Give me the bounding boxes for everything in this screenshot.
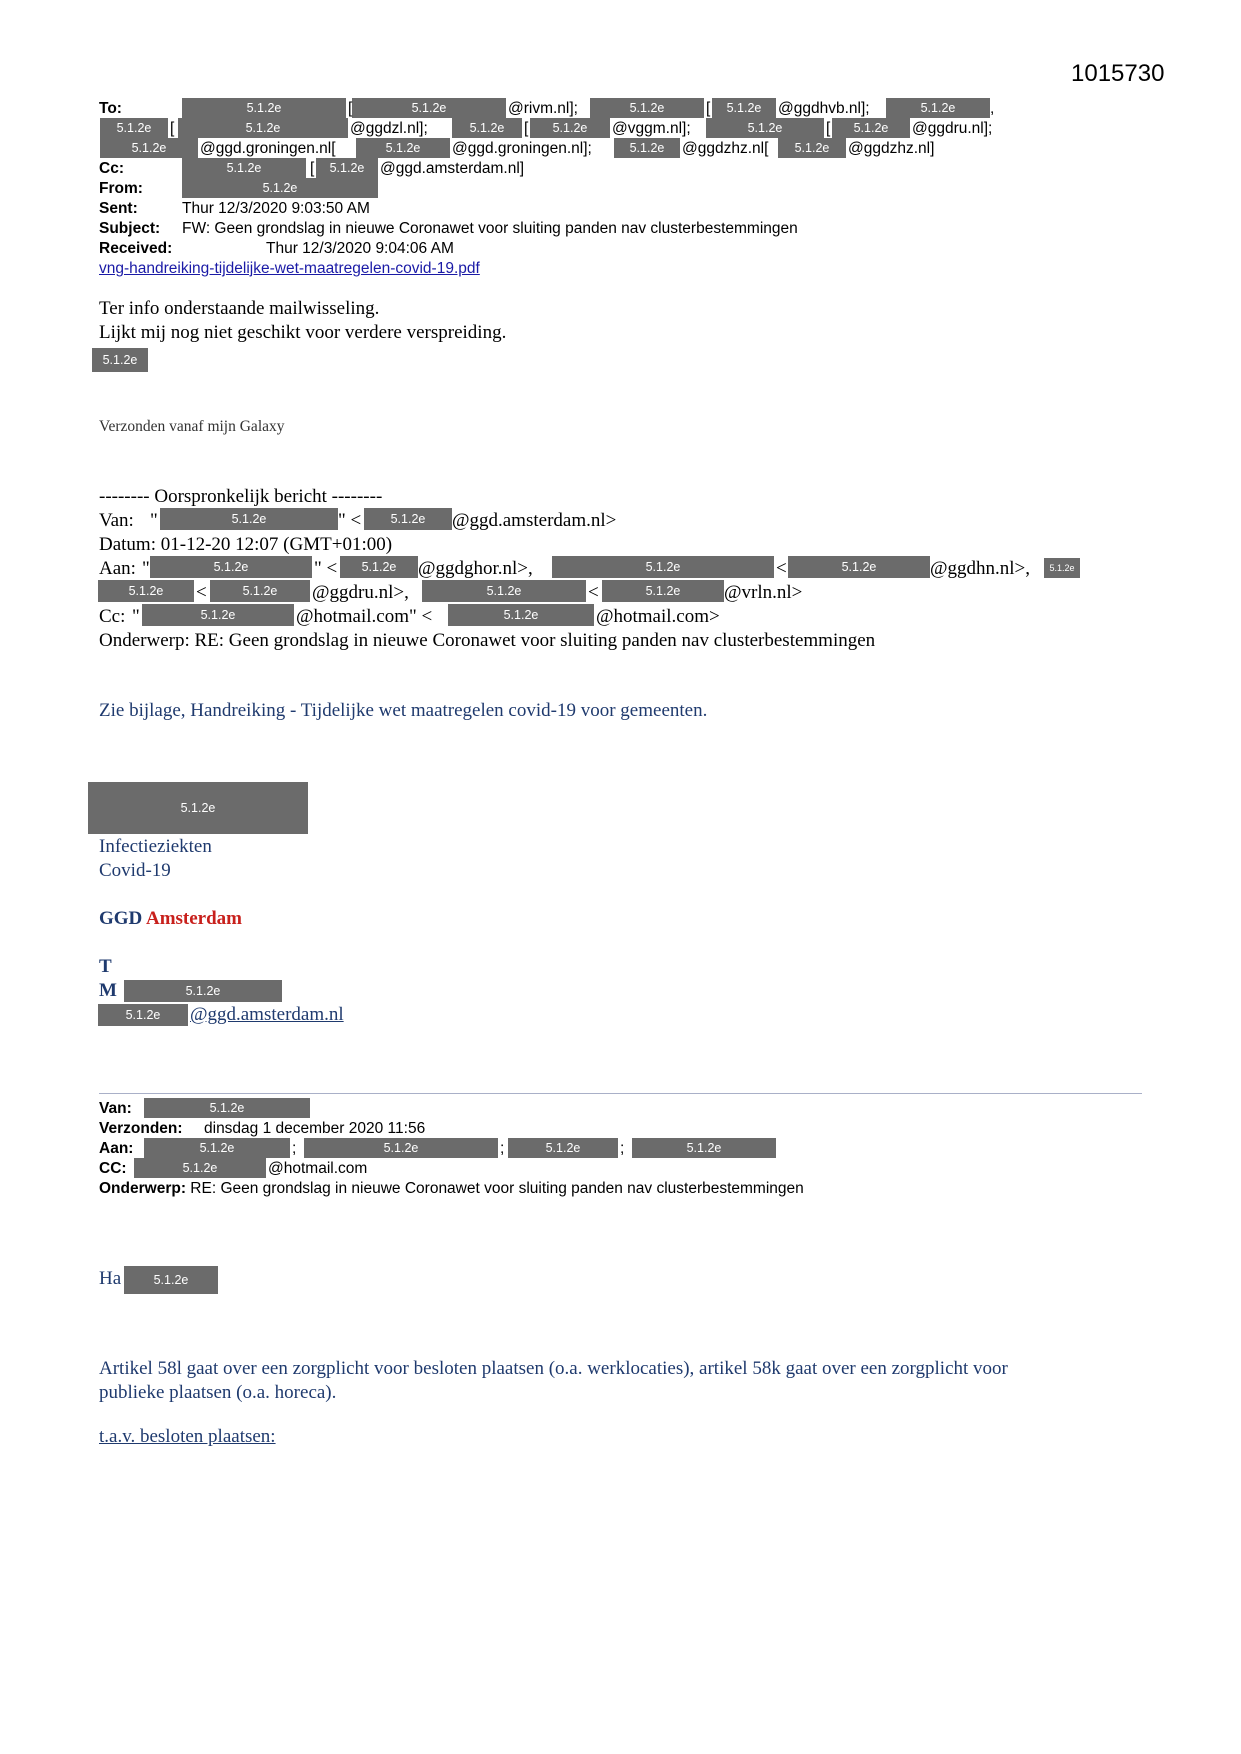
address-fragment: @ggdhvb.nl]; [778, 100, 870, 117]
address-fragment: " [132, 606, 140, 627]
address-fragment: ; [620, 1140, 625, 1157]
org-city: Amsterdam [145, 908, 243, 929]
address-fragment: " < [338, 510, 362, 531]
redaction-box: 5.1.2e [712, 98, 776, 118]
address-fragment: [ [310, 160, 315, 177]
r2-verzonden-value: dinsdag 1 december 2020 11:56 [204, 1120, 426, 1137]
redaction-box: 5.1.2e [706, 118, 824, 138]
redaction-box: 5.1.2e [182, 178, 378, 198]
orig-cc-label: Cc: [99, 606, 126, 627]
redaction-box: 5.1.2e [340, 556, 418, 578]
redaction-box: 5.1.2e [160, 508, 338, 530]
r2-cc-label: CC: [99, 1160, 127, 1177]
attachment-link[interactable]: vng-handreiking-tijdelijke-wet-maatregelen-covid-19.pdf [99, 260, 480, 277]
r2-greeting: Ha [99, 1268, 122, 1289]
subject-label: Subject: [99, 220, 161, 237]
address-fragment: @vrln.nl> [724, 582, 803, 603]
intro-line-1: Ter info onderstaande mailwisseling. [99, 298, 380, 319]
r2-van-label: Van: [99, 1100, 132, 1117]
redaction-box: 5.1.2e [178, 118, 348, 138]
address-fragment: @ggdru.nl>, [312, 582, 409, 603]
address-fragment: [ [826, 120, 831, 137]
phone-m-label: M [99, 980, 117, 1001]
intro-line-2: Lijkt mij nog niet geschikt voor verdere verspreiding. [99, 322, 507, 343]
subject-value: FW: Geen grondslag in nieuwe Coronawet voor sluiting panden nav clusterbestemmingen [182, 220, 798, 237]
address-fragment: [ [348, 100, 353, 117]
mobile-signature-note: Verzonden vanaf mijn Galaxy [99, 418, 285, 435]
dept-line-1: Infectieziekten [99, 836, 212, 857]
redaction-box: 5.1.2e [88, 782, 308, 834]
received-label: Received: [99, 240, 173, 257]
r2-cc-suffix: @hotmail.com [268, 1160, 368, 1177]
address-fragment: @hotmail.com" < [296, 606, 433, 627]
redaction-box: 5.1.2e [886, 98, 990, 118]
redaction-box: 5.1.2e [124, 1266, 218, 1294]
address-fragment: @rivm.nl]; [508, 100, 578, 117]
address-fragment: [ [170, 120, 175, 137]
r2-para1-line2: publieke plaatsen (o.a. horeca). [99, 1382, 337, 1403]
redaction-box: 5.1.2e [422, 580, 586, 602]
orig-van-label: Van: [99, 510, 134, 531]
redaction-box: 5.1.2e [590, 98, 704, 118]
r2-section-heading: t.a.v. besloten plaatsen: [99, 1426, 276, 1447]
redaction-box: 5.1.2e [632, 1138, 776, 1158]
address-fragment: " [150, 510, 158, 531]
address-fragment: @ggdhn.nl>, [930, 558, 1030, 579]
redaction-box: 5.1.2e [356, 138, 450, 158]
r2-onderwerp-label: Onderwerp: [99, 1180, 186, 1197]
redaction-box: 5.1.2e [304, 1138, 498, 1158]
address-fragment: @ggdzhz.nl[ [682, 140, 769, 157]
redaction-box: 5.1.2e [452, 118, 522, 138]
orig-onderwerp: Onderwerp: RE: Geen grondslag in nieuwe Coronawet voor sluiting panden nav clusterbestemmingen [99, 630, 876, 651]
orig-datum: Datum: 01-12-20 12:07 (GMT+01:00) [99, 534, 393, 555]
redaction-box: 5.1.2e [210, 580, 310, 602]
r2-aan-label: Aan: [99, 1140, 134, 1157]
redaction-box: 5.1.2e [182, 98, 346, 118]
redaction-box: 5.1.2e [142, 604, 294, 626]
redaction-box: 5.1.2e [98, 580, 194, 602]
address-fragment: @ggdghor.nl>, [418, 558, 533, 579]
r2-para1-line1: Artikel 58l gaat over een zorgplicht voor besloten plaatsen (o.a. werklocaties), artikel 58k gaat over een zorgplicht voor [99, 1358, 1008, 1379]
address-fragment: @ggd.groningen.nl]; [452, 140, 592, 157]
redaction-box: 5.1.2e [788, 556, 930, 578]
redaction-box: 5.1.2e [448, 604, 594, 626]
redaction-box: 5.1.2e [614, 138, 680, 158]
redaction-box: 5.1.2e [150, 556, 312, 578]
address-fragment: < [776, 558, 787, 579]
redaction-box: 5.1.2e [602, 580, 724, 602]
address-fragment: @ggd.amsterdam.nl] [380, 160, 525, 177]
address-fragment: @ggd.groningen.nl[ [200, 140, 336, 157]
address-fragment: ; [500, 1140, 505, 1157]
redaction-box: 5.1.2e [530, 118, 610, 138]
address-fragment: @ggdzhz.nl] [848, 140, 935, 157]
redaction-box: 5.1.2e [92, 348, 148, 372]
to-label: To: [99, 100, 122, 117]
redaction-box: 5.1.2e [144, 1098, 310, 1118]
redaction-box: 5.1.2e [124, 980, 282, 1002]
org-ggd: GGD [99, 908, 143, 929]
address-fragment: @ggdru.nl]; [912, 120, 993, 137]
redaction-box: 5.1.2e [364, 508, 452, 530]
dept-line-2: Covid-19 [99, 860, 171, 881]
r2-onderwerp [99, 1180, 804, 1198]
document-number: 1015730 [1071, 60, 1165, 87]
address-fragment: @ggdzl.nl]; [350, 120, 428, 137]
sent-value: Thur 12/3/2020 9:03:50 AM [182, 200, 370, 217]
redaction-box: 5.1.2e [134, 1158, 266, 1178]
original-message-separator: -------- Oorspronkelijk bericht -------- [99, 486, 383, 507]
org-name [99, 908, 242, 930]
address-fragment: " [142, 558, 150, 579]
sent-label: Sent: [99, 200, 138, 217]
address-fragment: [ [706, 100, 711, 117]
cc-label: Cc: [99, 160, 124, 177]
redaction-box: 5.1.2e [182, 158, 306, 178]
address-fragment: @hotmail.com> [596, 606, 720, 627]
address-fragment: " < [314, 558, 338, 579]
redaction-box: 5.1.2e [352, 98, 506, 118]
address-fragment: < [196, 582, 207, 603]
redaction-box: 5.1.2e [508, 1138, 618, 1158]
email-link[interactable]: @ggd.amsterdam.nl [190, 1004, 344, 1025]
address-fragment: ; [292, 1140, 297, 1157]
redaction-box: 5.1.2e [1044, 558, 1080, 578]
divider [99, 1093, 1142, 1094]
redaction-box: 5.1.2e [552, 556, 774, 578]
from-label: From: [99, 180, 143, 197]
redaction-box: 5.1.2e [98, 1004, 188, 1026]
address-fragment: , [990, 100, 995, 117]
address-fragment: [ [524, 120, 529, 137]
r2-onderwerp-value: RE: Geen grondslag in nieuwe Coronawet voor sluiting panden nav clusterbestemmingen [190, 1180, 804, 1197]
address-fragment: @vggm.nl]; [612, 120, 691, 137]
received-value: Thur 12/3/2020 9:04:06 AM [266, 240, 454, 257]
redaction-box: 5.1.2e [100, 118, 168, 138]
redaction-box: 5.1.2e [144, 1138, 290, 1158]
redaction-box: 5.1.2e [832, 118, 910, 138]
redaction-box: 5.1.2e [778, 138, 846, 158]
orig-aan-label: Aan: [99, 558, 136, 579]
reply1-text: Zie bijlage, Handreiking - Tijdelijke wet maatregelen covid-19 voor gemeenten. [99, 700, 708, 721]
redaction-box: 5.1.2e [316, 158, 378, 178]
phone-t-label: T [99, 956, 112, 977]
redaction-box: 5.1.2e [100, 138, 198, 158]
address-fragment: < [588, 582, 599, 603]
r2-verzonden-label: Verzonden: [99, 1120, 183, 1137]
address-fragment: @ggd.amsterdam.nl> [452, 510, 617, 531]
